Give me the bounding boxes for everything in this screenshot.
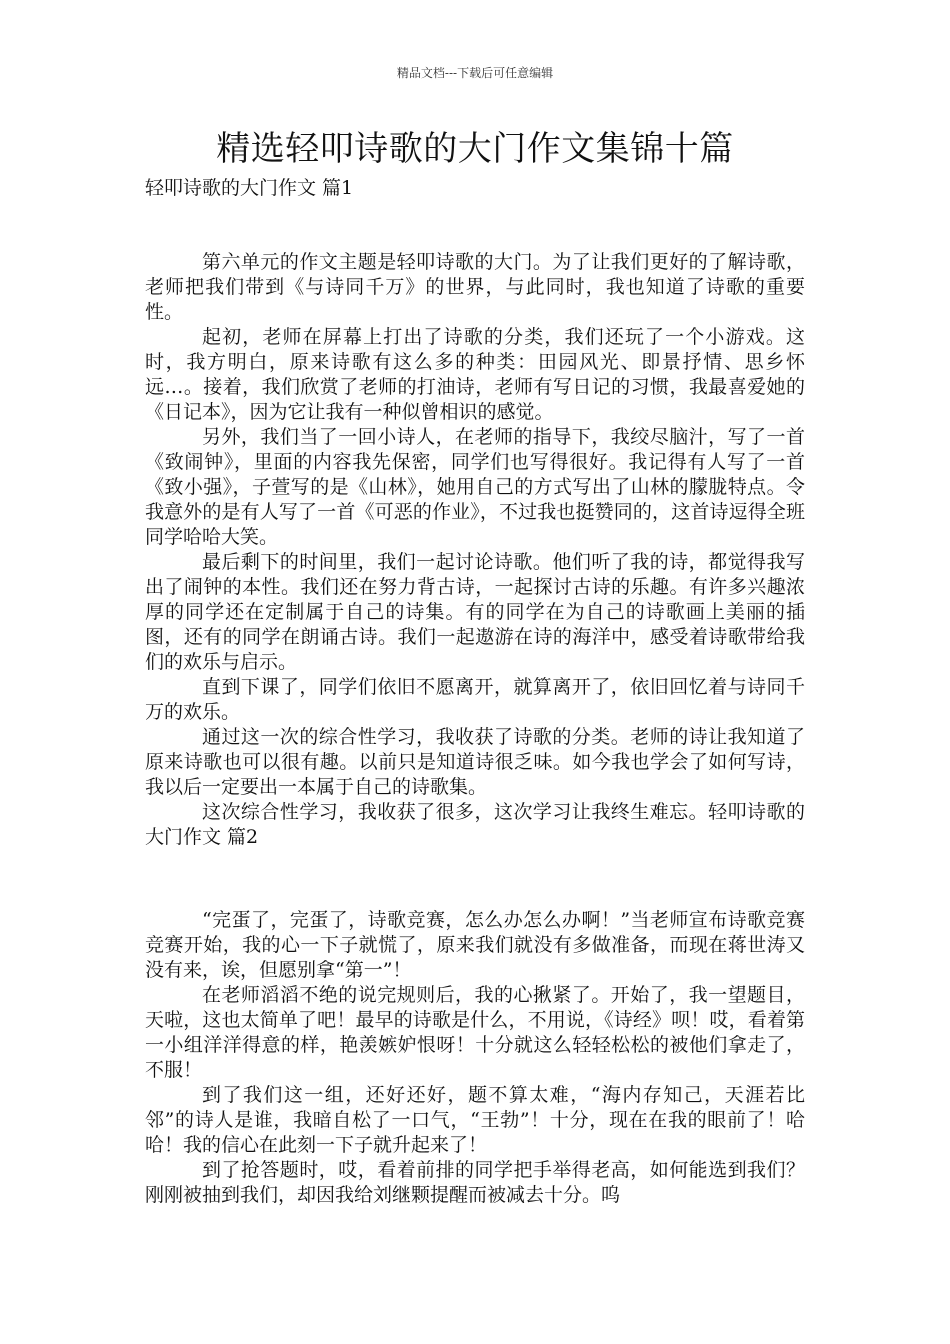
section-1-paragraph-4: 最后剩下的时间里，我们一起讨论诗歌。他们听了我的诗，都觉得我写出了闹钟的本性。我们还在努力背古诗，一起探讨古诗的乐趣。有许多兴趣浓厚的同学还在定制属于自己的诗集。有的同学在为自己的诗歌画上美丽的插图，还有的同学在朗诵古诗。我们一起遨游在诗的海洋中，感受着诗歌带给我们的欢乐与启示。 bbox=[145, 551, 805, 673]
section-2-paragraph-1: “完蛋了，完蛋了，诗歌竞赛，怎么办怎么办啊！”当老师宣布诗歌竞赛竞赛开始，我的心一下子就慌了，原来我们就没有多做准备，而现在蒋世涛又没有来，诶，但愿别拿“第一”！ bbox=[145, 909, 805, 981]
section-1-paragraph-3: 另外，我们当了一回小诗人，在老师的指导下，我绞尽脑汁，写了一首《致闹钟》，里面的内容我先保密，同学们也写得很好。我记得有人写了一首《致小强》，子萱写的是《山林》，她用自己的方式写出了山林的朦胧特点。令我意外的是有人写了一首《可恶的作业》，不过我也挺赞同的，这首诗逗得全班同学哈哈大笑。 bbox=[145, 426, 805, 548]
section-1-paragraph-2: 起初，老师在屏幕上打出了诗歌的分类，我们还玩了一个小游戏。这时，我方明白，原来诗歌有这么多的种类：田园风光、即景抒情、思乡怀远…。接着，我们欣赏了老师的打油诗，老师有写日记的习惯，我最喜爱她的《日记本》，因为它让我有一种似曾相识的感觉。 bbox=[145, 326, 805, 423]
section-2-paragraph-3: 到了我们这一组，还好还好，题不算太难，“海内存知己，天涯若比邻”的诗人是谁，我暗自松了一口气，“王勃”！十分，现在在我的眼前了！哈哈！我的信心在此刻一下子就升起来了！ bbox=[145, 1084, 805, 1156]
section-1-paragraph-1: 第六单元的作文主题是轻叩诗歌的大门。为了让我们更好的了解诗歌，老师把我们带到《与诗同千万》的世界，与此同时，我也知道了诗歌的重要性。 bbox=[145, 251, 805, 323]
section-1-paragraph-7 bbox=[145, 800, 805, 850]
section-1-paragraph-6: 通过这一次的综合性学习，我收获了诗歌的分类。老师的诗让我知道了原来诗歌也可以很有趣。以前只是知道诗很乏味。如今我也学会了如何写诗，我以后一定要出一本属于自己的诗歌集。 bbox=[145, 726, 805, 798]
section-2-paragraph-4: 到了抢答题时，哎，看着前排的同学把手举得老高，如何能选到我们？刚刚被抽到我们，却因我给刘继颗提醒而被减去十分。呜 bbox=[145, 1159, 805, 1206]
section-2-body bbox=[145, 908, 805, 1208]
section-2-paragraph-2: 在老师滔滔不绝的说完规则后，我的心揪紧了。开始了，我一望题目，天啦，这也太简单了吧！最早的诗歌是什么，不用说，《诗经》呗！哎，看着第一小组洋洋得意的样，艳羡嫉妒恨呀！十分就这么轻轻松松的被他们拿走了，不服！ bbox=[145, 984, 805, 1081]
section-1-paragraph-5: 直到下课了，同学们依旧不愿离开，就算离开了，依旧回忆着与诗同千万的欢乐。 bbox=[145, 676, 805, 723]
section-2-heading: 轻叩诗歌的大门作文 篇2 bbox=[145, 801, 805, 848]
section-1-body bbox=[145, 250, 805, 850]
section-1-paragraph-7-text: 这次综合性学习，我收获了很多，这次学习让我终生难忘。 bbox=[202, 801, 709, 823]
header-note: 精品文档---下载后可任意编辑 bbox=[396, 66, 554, 80]
section-1-heading: 轻叩诗歌的大门作文 篇1 bbox=[145, 177, 354, 199]
document-title: 精选轻叩诗歌的大门作文集锦十篇 bbox=[216, 129, 734, 169]
